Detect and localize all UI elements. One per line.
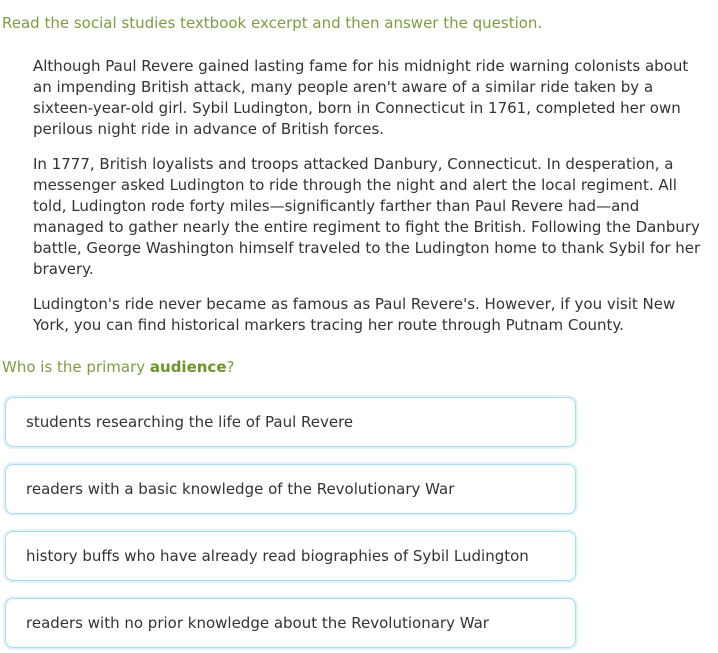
answer-option-label: readers with no prior knowledge about the Revolutionary War xyxy=(26,613,489,632)
instruction-text: Read the social studies textbook excerpt and then answer the question. xyxy=(2,14,543,32)
answer-option[interactable] xyxy=(5,397,576,447)
answer-option-label: readers with a basic knowledge of the Revolutionary War xyxy=(26,479,455,498)
question-suffix: ? xyxy=(226,358,235,376)
passage-paragraph: Ludington's ride never became as famous as Paul Revere's. However, if you visit New York, you can find historical markers tracing her route through Putnam County. xyxy=(33,295,676,334)
answer-option-label: history buffs who have already read biographies of Sybil Ludington xyxy=(26,546,529,565)
passage-paragraph: Although Paul Revere gained lasting fame for his midnight ride warning colonists about an impending British attack, many people aren't aware of a similar ride taken by a sixteen-year-old girl. Sybil Ludington, born in Connecticut in 1761, completed her own perilous night ride in advance of British forces. xyxy=(33,57,689,138)
answer-options xyxy=(5,397,576,648)
question-keyword: audience xyxy=(149,358,227,376)
question-prefix: Who is the primary xyxy=(2,358,150,376)
question-text xyxy=(2,357,710,378)
answer-option[interactable] xyxy=(5,531,576,581)
answer-option[interactable] xyxy=(5,464,576,514)
answer-option[interactable] xyxy=(5,598,576,648)
passage xyxy=(33,56,710,336)
answer-option-label: students researching the life of Paul Revere xyxy=(26,412,354,431)
passage-paragraph: In 1777, British loyalists and troops attacked Danbury, Connecticut. In desperation, a messenger asked Ludington to ride through the night and alert the local regiment. All told, Ludington rode forty miles—significantly farther than Paul Revere had—and managed to gather nearly the entire regiment to fight the British. Following the Danbury battle, George Washington himself traveled to the Ludington home to thank Sybil for her bravery. xyxy=(33,155,701,278)
